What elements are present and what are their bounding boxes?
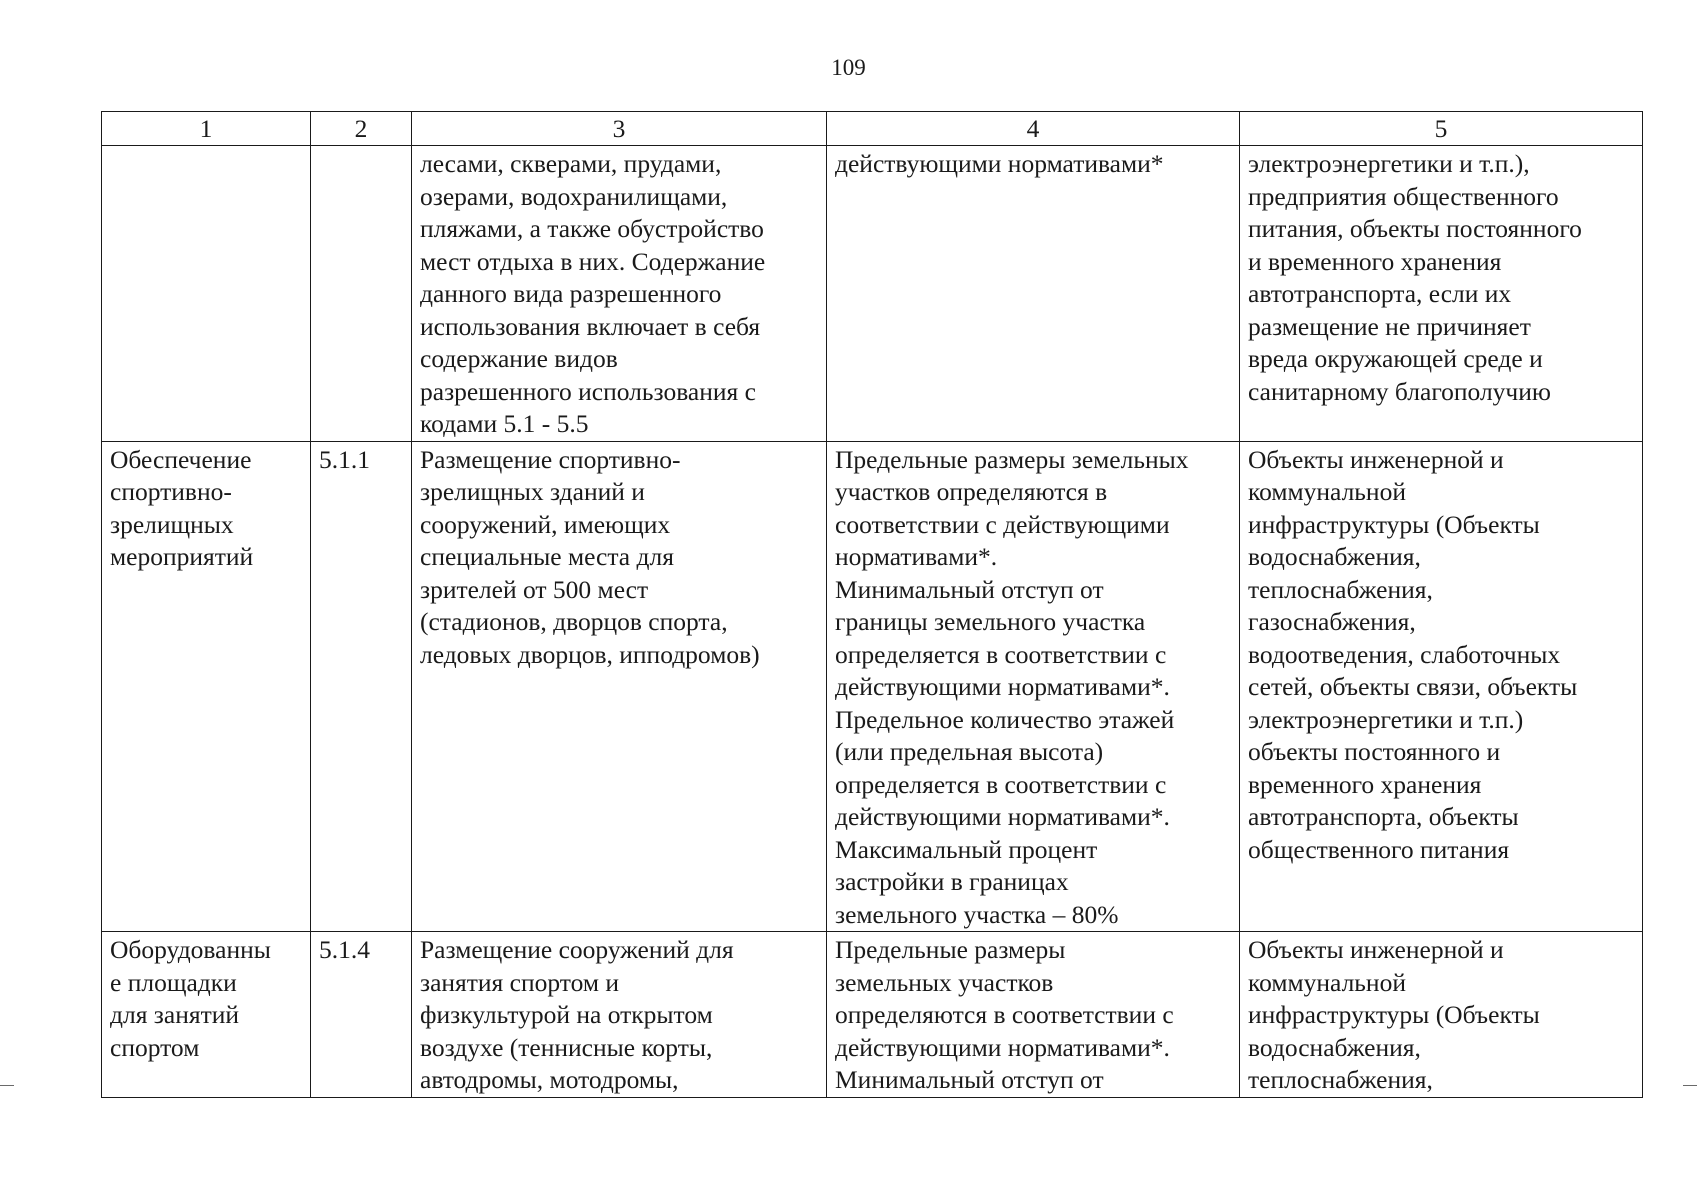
- column-header: 1: [102, 112, 311, 146]
- column-header: 4: [827, 112, 1240, 146]
- parameters-cell: Предельные размеры земельных участков определяются в соответствии с действующими нормативами*. Минимальный отступ от: [827, 932, 1240, 1098]
- use-description-cell: лесами, скверами, прудами, озерами, водохранилищами, пляжами, а также обустройство мест отдыха в них. Содержание данного вида разрешенного использования включает в себя содержание видов разрешенного использования с кодами 5.1 - 5.5: [412, 146, 827, 442]
- table-row: [102, 441, 1643, 932]
- parameters-cell: Предельные размеры земельных участков определяются в соответствии с действующими нормативами*. Минимальный отступ от границы земельного участка определяется в соответствии с действующими нормативами*. Предельное количество этажей (или предельная высота) определяется в соответствии с действующими нормативами*. Максимальный процент застройки в границах земельного участка – 80%: [827, 441, 1240, 932]
- column-header: 2: [311, 112, 412, 146]
- use-type-name-cell: Обеспечение спортивно- зрелищных мероприятий: [102, 441, 311, 932]
- use-code-cell: 5.1.1: [311, 441, 412, 932]
- use-type-name-cell: Оборудованны е площадки для занятий спортом: [102, 932, 311, 1098]
- land-use-table: [101, 111, 1643, 1098]
- table-header-row: [102, 112, 1643, 146]
- use-description-cell: Размещение спортивно- зрелищных зданий и сооружений, имеющих специальные места для зрителей от 500 мест (стадионов, дворцов спорта, ледовых дворцов, ипподромов): [412, 441, 827, 932]
- scan-edge-mark: [0, 1085, 14, 1086]
- table-row: [102, 146, 1643, 442]
- auxiliary-uses-cell: электроэнергетики и т.п.), предприятия общественного питания, объекты постоянного и временного хранения автотранспорта, если их размещение не причиняет вреда окружающей среде и санитарному благополучию: [1240, 146, 1643, 442]
- use-code-cell: 5.1.4: [311, 932, 412, 1098]
- column-header: 5: [1240, 112, 1643, 146]
- column-header: 3: [412, 112, 827, 146]
- table-row: [102, 932, 1643, 1098]
- use-code-cell: [311, 146, 412, 442]
- use-type-name-cell: [102, 146, 311, 442]
- parameters-cell: действующими нормативами*: [827, 146, 1240, 442]
- auxiliary-uses-cell: Объекты инженерной и коммунальной инфраструктуры (Объекты водоснабжения, теплоснабжения, газоснабжения, водоотведения, слаботочных сетей, объекты связи, объекты электроэнергетики и т.п.) объекты постоянного и временного хранения автотранспорта, объекты общественного питания: [1240, 441, 1643, 932]
- page-number: 109: [831, 55, 866, 80]
- scan-edge-mark: [1683, 1085, 1697, 1086]
- use-description-cell: Размещение сооружений для занятия спортом и физкультурой на открытом воздухе (теннисные корты, автодромы, мотодромы,: [412, 932, 827, 1098]
- auxiliary-uses-cell: Объекты инженерной и коммунальной инфраструктуры (Объекты водоснабжения, теплоснабжения,: [1240, 932, 1643, 1098]
